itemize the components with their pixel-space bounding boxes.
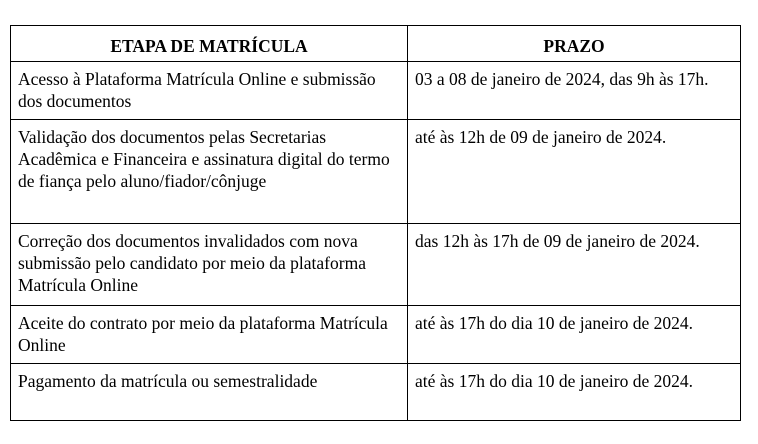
etapa-cell: Acesso à Plataforma Matrícula Online e submissão dos documentos — [11, 62, 408, 120]
table-body — [11, 62, 741, 421]
table-row — [11, 364, 741, 421]
etapa-cell: Pagamento da matrícula ou semestralidade — [11, 364, 408, 421]
prazo-cell: 03 a 08 de janeiro de 2024, das 9h às 17h. — [408, 62, 741, 120]
header-etapa: ETAPA DE MATRÍCULA — [11, 26, 408, 62]
table-row — [11, 62, 741, 120]
prazo-cell: até às 17h do dia 10 de janeiro de 2024. — [408, 364, 741, 421]
table-header — [11, 26, 741, 62]
enrollment-schedule-table — [10, 25, 741, 421]
prazo-cell: até às 12h de 09 de janeiro de 2024. — [408, 120, 741, 224]
etapa-cell: Correção dos documentos invalidados com nova submissão pelo candidato por meio da plataforma Matrícula Online — [11, 224, 408, 306]
table-row — [11, 224, 741, 306]
prazo-cell: das 12h às 17h de 09 de janeiro de 2024. — [408, 224, 741, 306]
etapa-cell: Validação dos documentos pelas Secretarias Acadêmica e Financeira e assinatura digital do termo de fiança pelo aluno/fiador/cônjuge — [11, 120, 408, 224]
table-row — [11, 306, 741, 364]
table-row — [11, 120, 741, 224]
prazo-cell: até às 17h do dia 10 de janeiro de 2024. — [408, 306, 741, 364]
etapa-cell: Aceite do contrato por meio da plataforma Matrícula Online — [11, 306, 408, 364]
header-row — [11, 26, 741, 62]
header-prazo: PRAZO — [408, 26, 741, 62]
